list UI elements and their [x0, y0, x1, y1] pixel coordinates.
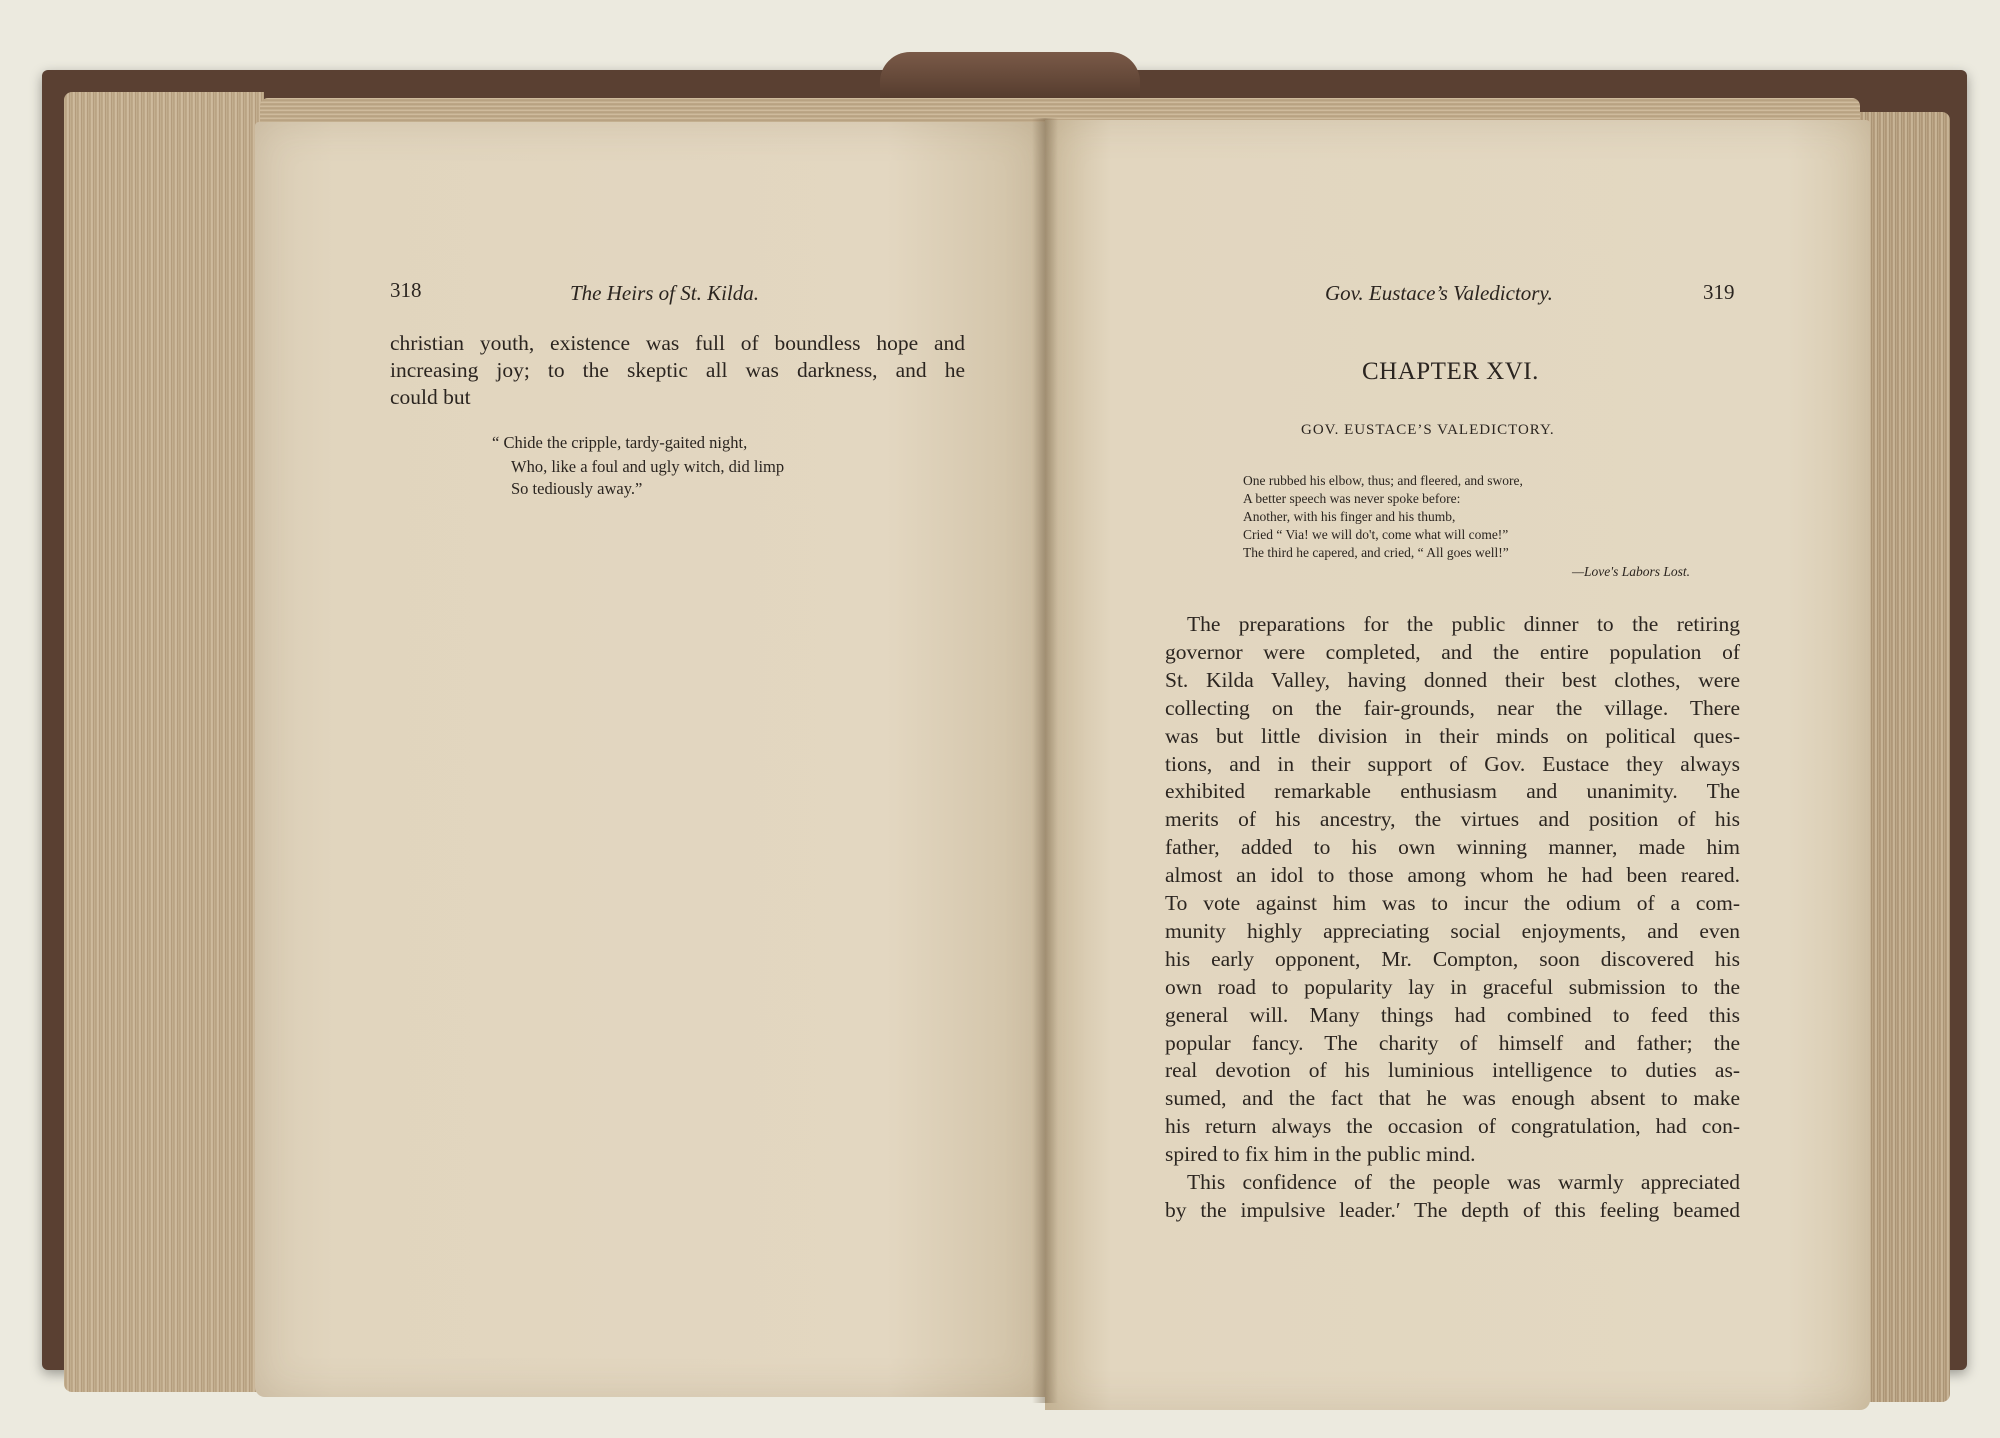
left-page — [255, 122, 1045, 1397]
chapter-subtitle: GOV. EUSTACE’S VALEDICTORY. — [1301, 422, 1555, 438]
epigraph-line: Cried “ Via! we will do't, come what will come!” — [1243, 527, 1509, 542]
epigraph-line: The third he capered, and cried, “ All goes well!” — [1243, 545, 1509, 560]
paragraph-line: To vote against him was to incur the odium of a com- — [1165, 891, 1740, 915]
paragraph-line: was but little division in their minds on political ques- — [1165, 723, 1740, 748]
epigraph-source: —Love's Labors Lost. — [1572, 564, 1691, 579]
chapter-title: CHAPTER XVI. — [1362, 358, 1539, 385]
paragraph-line: his return always the occasion of congratulation, had con- — [1165, 1114, 1740, 1139]
epigraph-line: Another, with his finger and his thumb, — [1243, 509, 1456, 524]
epigraph-line: One rubbed his elbow, thus; and fleered, and swore, — [1243, 473, 1523, 488]
left-page-number: 318 — [390, 278, 422, 302]
paragraph-line: governor were completed, and the entire population of — [1165, 639, 1740, 664]
paragraph-line: general will. Many things had combined to feed this — [1165, 1002, 1740, 1027]
paragraph-line: tions, and in their support of Gov. Eustace they always — [1165, 751, 1740, 776]
paragraph-line: his early opponent, Mr. Compton, soon discovered his — [1165, 946, 1740, 971]
right-page-number: 319 — [1703, 280, 1735, 304]
paragraph-line: merits of his ancestry, the virtues and position of his — [1165, 807, 1740, 832]
paragraph-line: collecting on the fair-grounds, near the village. There — [1165, 695, 1740, 720]
right-page-edges — [1860, 112, 1950, 1402]
verse-line: “ Chide the cripple, tardy-gaited night, — [492, 433, 748, 452]
left-text-line: increasing joy; to the skeptic all was darkness, and he — [390, 358, 965, 382]
paragraph-line: real devotion of his luminious intelligence to duties as- — [1165, 1058, 1740, 1083]
verse-line: So tediously away.” — [511, 479, 643, 498]
paragraph-line: almost an idol to those among whom he had been reared. — [1165, 863, 1740, 888]
right-running-head: Gov. Eustace’s Valedictory. — [1325, 281, 1553, 305]
verse-line: Who, like a foul and ugly witch, did limp — [511, 457, 785, 476]
left-text-line: could but — [390, 385, 471, 409]
paragraph-line: by the impulsive leader.ʹ The depth of this feeling beamed — [1165, 1197, 1740, 1222]
left-running-head: The Heirs of St. Kilda. — [570, 281, 760, 305]
paragraph-line: exhibited remarkable enthusiasm and unanimity. The — [1165, 779, 1740, 804]
paragraph-line: spired to fix him in the public mind. — [1165, 1142, 1476, 1167]
paragraph-line: father, added to his own winning manner, made him — [1165, 835, 1740, 860]
paragraph-line: This confidence of the people was warmly appreciated — [1187, 1170, 1740, 1194]
book-gutter — [1032, 118, 1058, 1403]
paragraph-line: own road to popularity lay in graceful submission to the — [1165, 974, 1740, 999]
epigraph-line: A better speech was never spoke before: — [1243, 491, 1461, 506]
paragraph-line: sumed, and the fact that he was enough absent to make — [1165, 1086, 1740, 1111]
left-page-edges — [64, 92, 264, 1392]
paragraph-line: popular fancy. The charity of himself and father; the — [1165, 1030, 1740, 1055]
paragraph-line: munity highly appreciating social enjoyments, and even — [1165, 918, 1740, 943]
paragraph-line: The preparations for the public dinner to the retiring — [1187, 612, 1740, 636]
paragraph-line: St. Kilda Valley, having donned their best clothes, were — [1165, 667, 1740, 692]
left-text-line: christian youth, existence was full of boundless hope and — [390, 331, 965, 355]
